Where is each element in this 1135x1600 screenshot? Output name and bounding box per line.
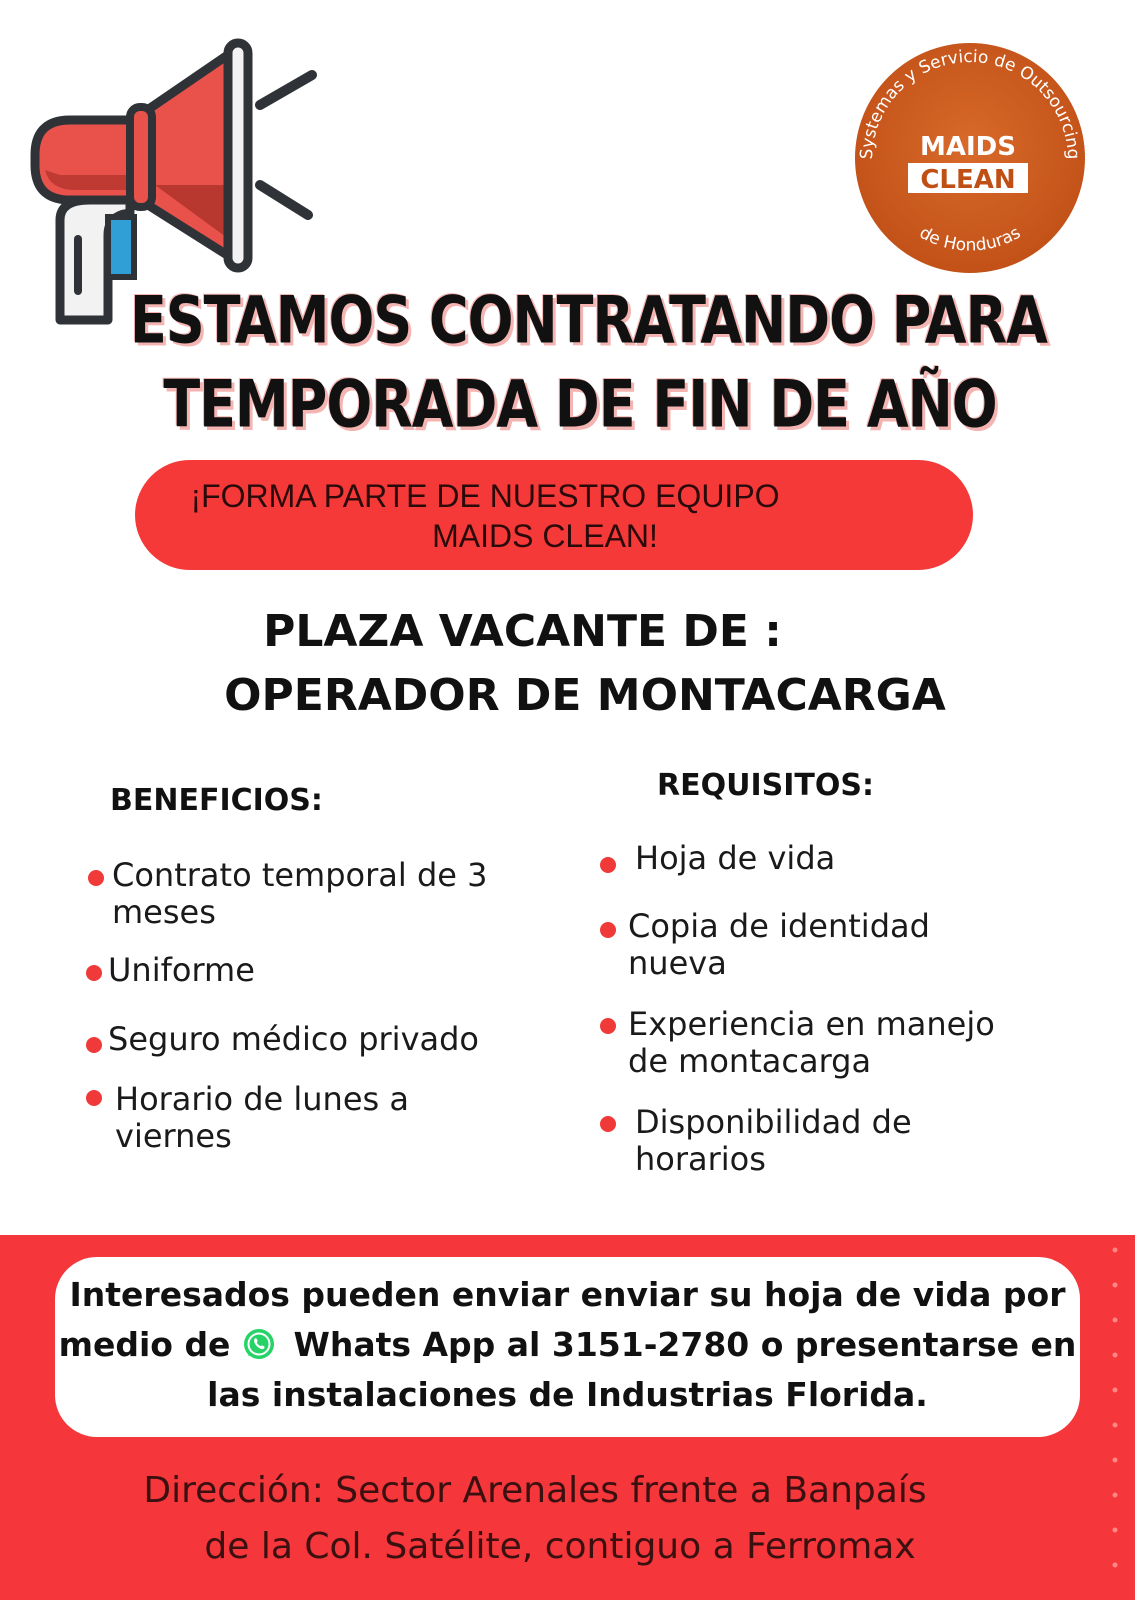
requisito-item-line: de montacarga <box>628 1042 872 1080</box>
beneficio-item <box>112 857 487 931</box>
address <box>60 1463 1060 1575</box>
bullet <box>86 1037 102 1053</box>
beneficio-item-line: Contrato temporal de 3 <box>112 856 488 894</box>
bullet <box>600 922 616 938</box>
requisito-item-line: Hoja de vida <box>635 839 836 877</box>
beneficio-item <box>108 952 255 989</box>
address-line2: de la Col. Satélite, contiguo a Ferromax <box>204 1526 916 1567</box>
headline-line2: TEMPORADA DE FIN DE AÑO <box>163 367 997 443</box>
beneficio-item-line: meses <box>112 893 216 931</box>
logo-line1: MAIDS <box>920 132 1016 162</box>
requisito-item-line: Disponibilidad de <box>635 1103 912 1141</box>
contact-line1: Interesados pueden enviar enviar su hoja de vida por <box>69 1275 1066 1314</box>
job-title <box>150 600 1020 728</box>
bullet <box>88 870 104 886</box>
beneficio-item <box>108 1021 479 1058</box>
logo-arc-bottom: de Honduras <box>915 222 1025 256</box>
whatsapp-icon[interactable] <box>242 1327 276 1361</box>
address-line1: Dirección: Sector Arenales frente a Banpaís <box>143 1470 927 1511</box>
maids-clean-logo <box>850 40 1090 280</box>
beneficio-item-line: Seguro médico privado <box>108 1020 479 1058</box>
bullet <box>600 1018 616 1034</box>
banner-line2: MAIDS CLEAN! <box>432 518 658 554</box>
bullet <box>86 965 102 981</box>
logo-line2: CLEAN <box>920 165 1016 195</box>
requisito-item-line: horarios <box>635 1140 766 1178</box>
beneficio-item-line: Horario de lunes a <box>115 1080 409 1118</box>
requisito-item <box>635 840 835 877</box>
decorative-dots <box>1105 1240 1135 1580</box>
requisitos-heading: REQUISITOS: <box>657 768 874 803</box>
headline-line1: ESTAMOS CONTRATANDO PARA <box>130 283 1047 359</box>
contact-line2-suffix: Whats App al 3151-2780 o presentarse en <box>293 1325 1077 1364</box>
requisito-item-line: Copia de identidad <box>628 907 930 945</box>
banner-line1: ¡FORMA PARTE DE NUESTRO EQUIPO <box>190 478 780 514</box>
contact-line2 <box>55 1320 1080 1370</box>
requisito-item <box>628 908 930 982</box>
requisito-item-line: nueva <box>628 944 727 982</box>
contact-text <box>55 1270 1080 1420</box>
bullet <box>600 857 616 873</box>
beneficio-item-line: Uniforme <box>108 951 255 989</box>
plaza-line2: OPERADOR DE MONTACARGA <box>224 670 946 721</box>
plaza-line1: PLAZA VACANTE DE : <box>263 606 782 657</box>
logo-arc-top: Systemas y Servicio de Outsourcing <box>856 46 1084 160</box>
contact-line3: las instalaciones de Industrias Florida. <box>207 1375 928 1414</box>
beneficio-item <box>115 1081 409 1155</box>
bullet <box>86 1090 102 1106</box>
headline <box>130 279 1047 447</box>
requisito-item <box>635 1104 912 1178</box>
beneficios-heading: BENEFICIOS: <box>110 783 323 818</box>
requisito-item-line: Experiencia en manejo <box>628 1005 995 1043</box>
join-team-text <box>135 476 835 556</box>
contact-line2-prefix: medio de <box>58 1325 231 1364</box>
beneficio-item-line: viernes <box>115 1117 232 1155</box>
requisito-item <box>628 1006 995 1080</box>
bullet <box>600 1116 616 1132</box>
